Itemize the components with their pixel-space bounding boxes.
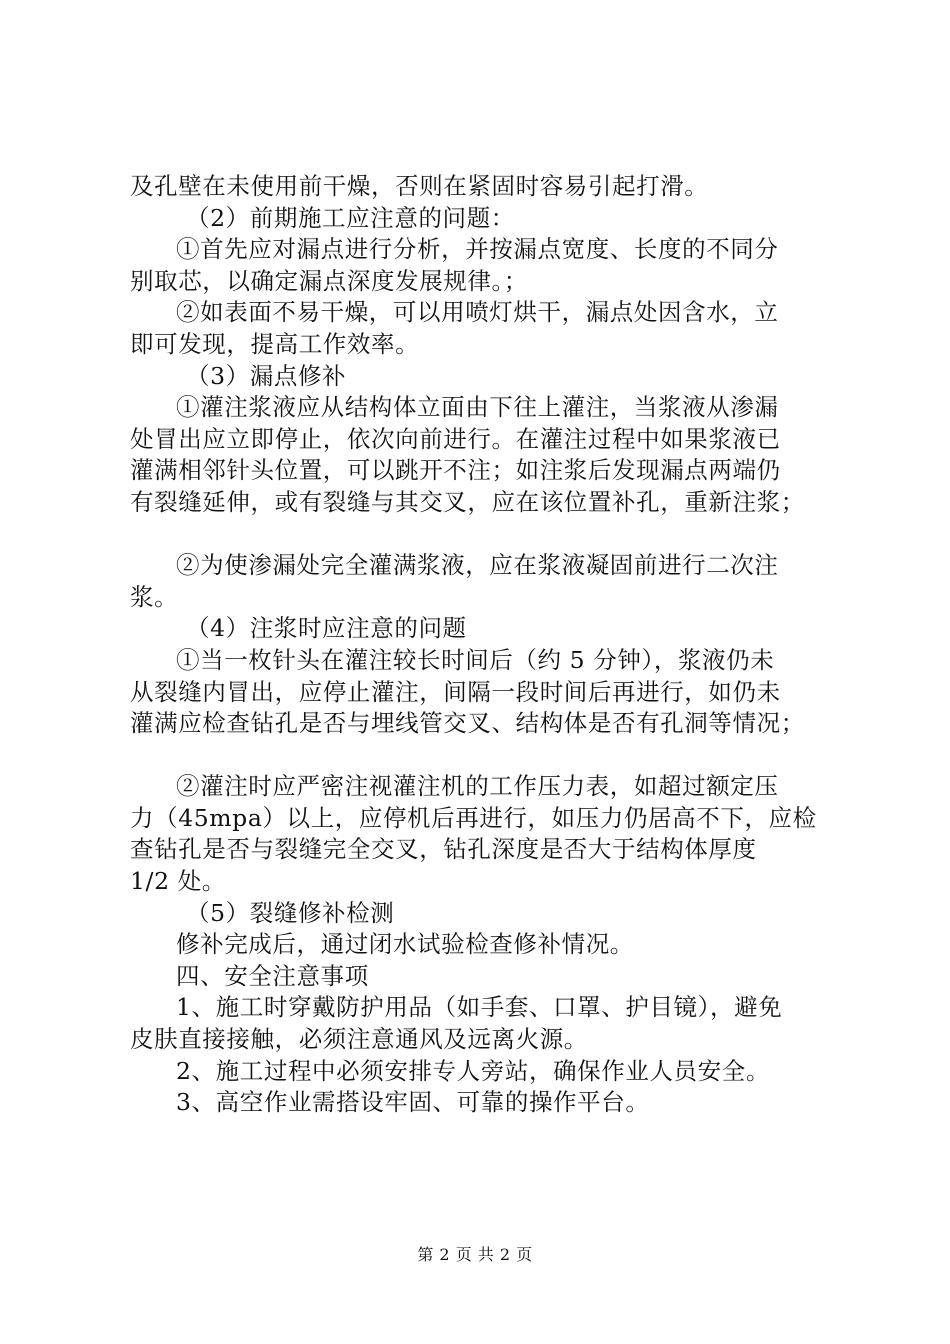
section-heading: （3）漏点修补	[186, 361, 347, 390]
paragraph-line: ②为使渗漏处完全灌满浆液，应在浆液凝固前进行二次注	[176, 551, 779, 580]
paragraph-line: 从裂缝内冒出，应停止灌注，间隔一段时间后再进行，如仍未	[130, 677, 781, 706]
blank-line	[130, 740, 835, 772]
paragraph-line: 查钻孔是否与裂缝完全交叉，钻孔深度是否大于结构体厚度	[130, 835, 757, 864]
section-heading: （5）裂缝修补检测	[186, 898, 395, 927]
paragraph-line: 即可发现，提高工作效率。	[130, 329, 420, 358]
paragraph-line: 浆。	[130, 582, 179, 611]
paragraph-line: ①当一枚针头在灌注较长时间后（约 5 分钟），浆液仍未	[176, 645, 775, 674]
paragraph-line: ②灌注时应严密注视灌注机的工作压力表，如超过额定压	[176, 772, 779, 801]
paragraph-line: 修补完成后，通过闭水试验检查修补情况。	[176, 930, 634, 959]
paragraph-line: 灌满应检查钻孔是否与埋线管交叉、结构体是否有孔洞等情况；	[130, 709, 805, 738]
paragraph-line: 处冒出应立即停止，依次向前进行。在灌注过程中如果浆液已	[130, 424, 781, 453]
paragraph-line: 皮肤直接接触，必须注意通风及远离火源。	[130, 1025, 588, 1054]
paragraph-line: ①首先应对漏点进行分析，并按漏点宽度、长度的不同分	[176, 235, 779, 264]
paragraph-line: 3、高空作业需搭设牢固、可靠的操作平台。	[176, 1088, 650, 1117]
paragraph-line: ①灌注浆液应从结构体立面由下往上灌注，当浆液从渗漏	[176, 393, 779, 422]
paragraph-line: 有裂缝延伸，或有裂缝与其交叉，应在该位置补孔，重新注浆；	[130, 487, 805, 516]
paragraph-line: ②如表面不易干燥，可以用喷灯烘干，漏点处因含水，立	[176, 298, 779, 327]
blank-line	[130, 519, 835, 551]
paragraph-line: 1/2 处。	[130, 867, 226, 896]
paragraph-line: 2、施工过程中必须安排专人旁站，确保作业人员安全。	[176, 1056, 770, 1085]
page-footer: 第 2 页 共 2 页	[417, 1245, 533, 1264]
paragraph-line: 及孔壁在未使用前干燥，否则在紧固时容易引起打滑。	[130, 172, 709, 200]
paragraph-line: 灌满相邻针头位置，可以跳开不注；如注浆后发现漏点两端仍	[130, 456, 781, 485]
document-body	[130, 171, 835, 1119]
paragraph-line: 1、施工时穿戴防护用品（如手套、口罩、护目镜），避免	[176, 993, 783, 1022]
section-heading: （2）前期施工应注意的问题：	[186, 203, 515, 232]
section-heading: （4）注浆时应注意的问题	[186, 614, 467, 643]
section-heading: 四、安全注意事项	[176, 961, 369, 990]
paragraph-line: 力（45mpa）以上，应停机后再进行，如压力仍居高不下，应检	[130, 803, 817, 832]
paragraph-line: 别取芯，以确定漏点深度发展规律。；	[130, 266, 528, 295]
